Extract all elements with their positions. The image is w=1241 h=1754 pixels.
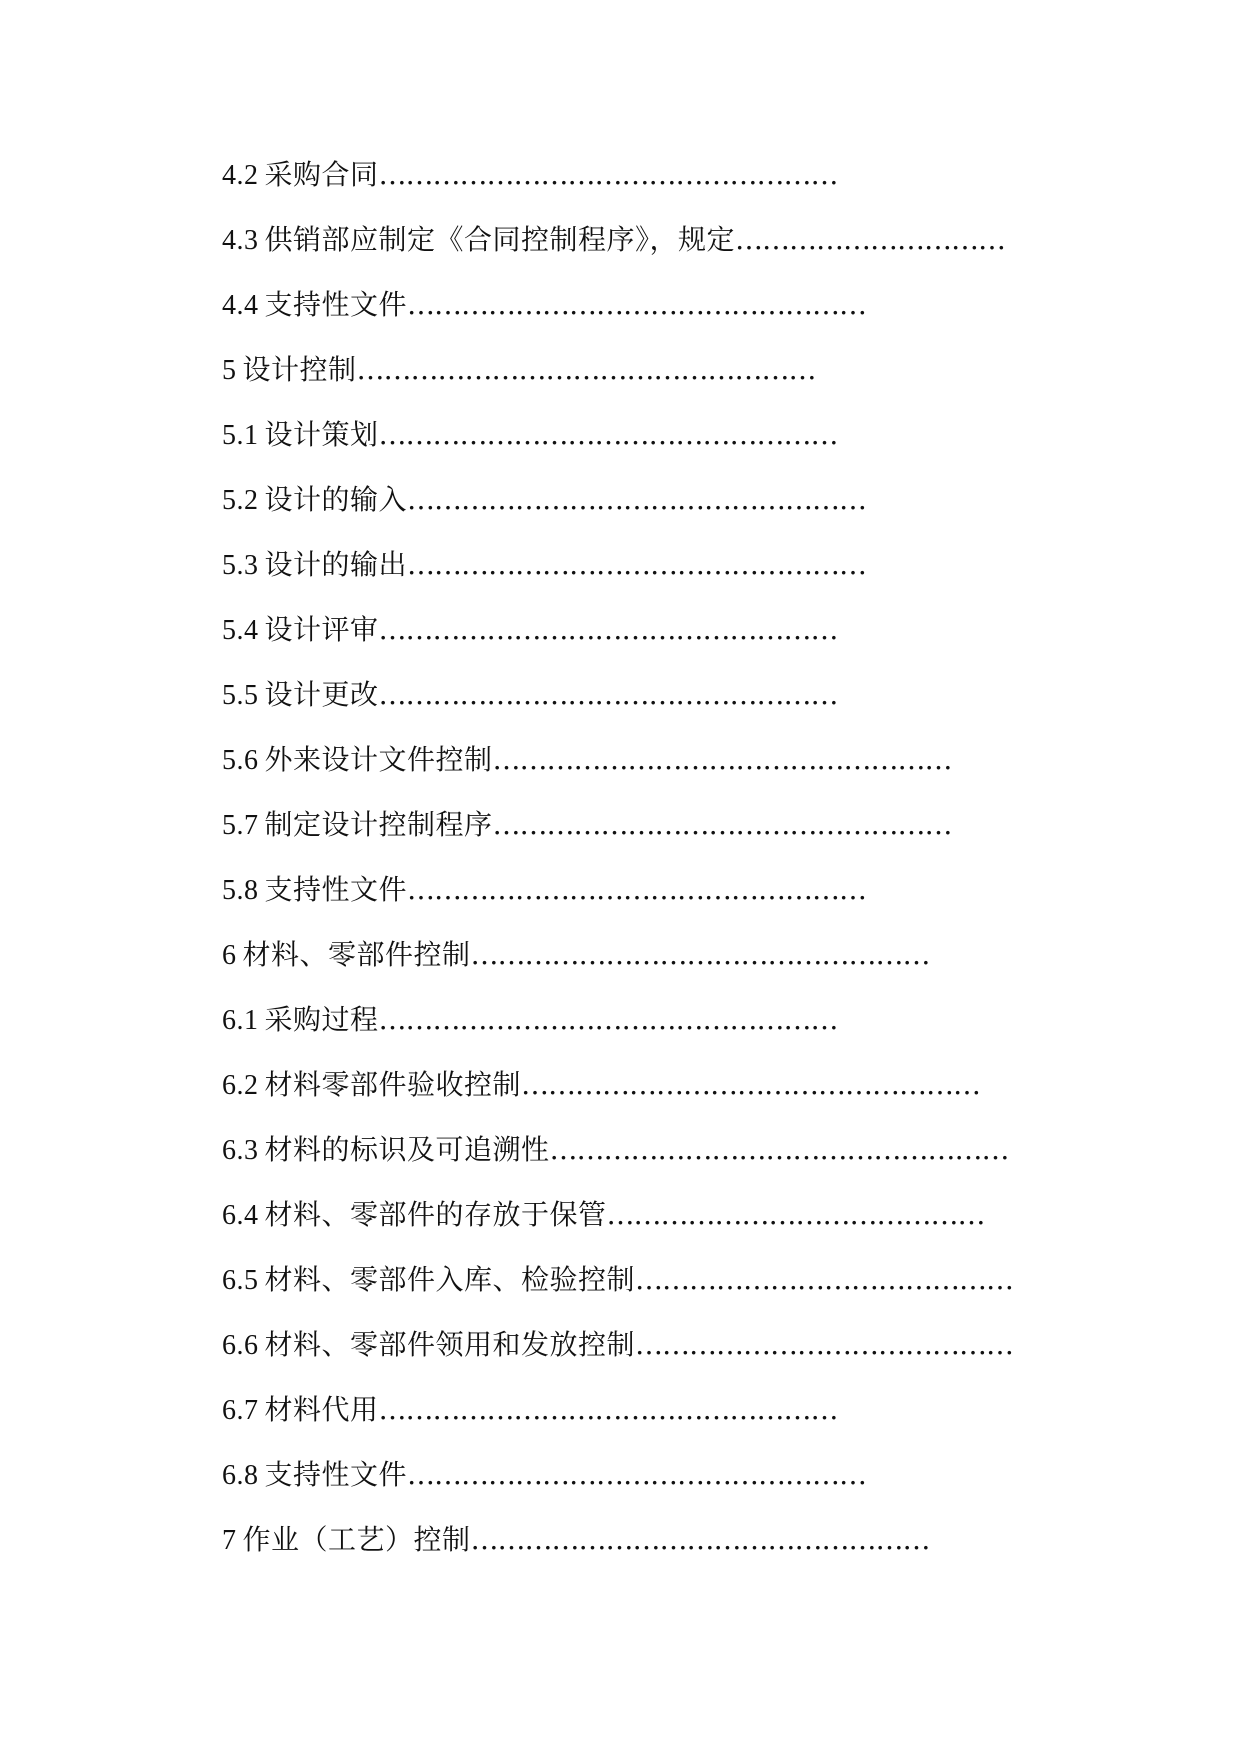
toc-entry-number: 6.8 [222, 1460, 259, 1491]
toc-entry-leader: …………………………………… [635, 1263, 1014, 1296]
toc-entry-title: 支持性文件 [264, 288, 408, 321]
toc-entry-number: 7 [222, 1525, 237, 1556]
toc-entry-leader: …………………………………… [635, 1328, 1014, 1361]
toc-entry-7 [222, 1523, 1182, 1588]
toc-entry-5-7 [222, 808, 1182, 873]
toc-entry-leader: …………………………………………… [378, 1393, 838, 1426]
toc-entry-5-8 [222, 873, 1182, 938]
toc-entry-5 [222, 353, 1182, 418]
toc-entry-6-7 [222, 1393, 1182, 1458]
toc-entry-number: 5.6 [222, 745, 259, 776]
toc-entry-number: 5.4 [222, 615, 259, 646]
toc-entry-leader: …………………………………………… [407, 548, 867, 581]
toc-entry-title: 制定设计控制程序 [264, 808, 493, 841]
toc-entry-title: 材料的标识及可追溯性 [264, 1133, 550, 1166]
toc-entry-leader: …………………………………………… [407, 873, 867, 906]
toc-entry-5-5 [222, 678, 1182, 743]
toc-entry-4-3 [222, 223, 1182, 288]
toc-entry-leader: ………………………… [735, 223, 1006, 256]
toc-entry-number: 6.6 [222, 1330, 259, 1361]
toc-entry-title: 采购过程 [264, 1003, 379, 1036]
toc-entry-title: 设计的输出 [264, 548, 408, 581]
toc-entry-number: 6 [222, 940, 237, 971]
toc-entry-leader: …………………………………………… [356, 353, 816, 386]
toc-entry-number: 5.8 [222, 875, 259, 906]
toc-entry-6-4 [222, 1198, 1182, 1263]
toc-entry-leader: …………………………………………… [549, 1133, 1009, 1166]
toc-entry-title: 设计更改 [264, 678, 379, 711]
toc-entry-number: 5.3 [222, 550, 259, 581]
toc-entry-6-5 [222, 1263, 1182, 1328]
toc-entry-leader: …………………………………………… [407, 288, 867, 321]
toc-entry-number: 6.2 [222, 1070, 259, 1101]
toc-entry-title: 设计评审 [264, 613, 379, 646]
toc-entry-leader: …………………………………………… [378, 158, 838, 191]
toc-entry-title: 材料代用 [264, 1393, 379, 1426]
toc-entry-leader: …………………………………………… [492, 808, 952, 841]
toc-entry-title: 外来设计文件控制 [264, 743, 493, 776]
toc-entry-number: 6.1 [222, 1005, 259, 1036]
toc-entry-number: 4.2 [222, 160, 259, 191]
toc-entry-leader: …………………………………………… [378, 678, 838, 711]
toc-entry-6-2 [222, 1068, 1182, 1133]
toc-entry-title: 支持性文件 [264, 873, 408, 906]
toc-entry-4-4 [222, 288, 1182, 353]
toc-entry-title: 设计策划 [264, 418, 379, 451]
toc-entry-leader: …………………………………………… [378, 613, 838, 646]
toc-entry-number: 6.7 [222, 1395, 259, 1426]
toc-entry-title: 设计控制 [242, 353, 357, 386]
toc-entry-number: 4.3 [222, 225, 259, 256]
toc-entry-5-3 [222, 548, 1182, 613]
toc-entry-5-6 [222, 743, 1182, 808]
toc-entry-number: 4.4 [222, 290, 259, 321]
toc-entry-leader: …………………………………………… [492, 743, 952, 776]
toc-entry-title: 材料零部件验收控制 [264, 1068, 522, 1101]
toc-entry-leader: …………………………………………… [470, 1523, 930, 1556]
toc-entry-leader: …………………………………………… [521, 1068, 981, 1101]
toc-entry-leader: …………………………………………… [407, 1458, 867, 1491]
toc-entry-leader: …………………………………………… [407, 483, 867, 516]
toc-entry-leader: …………………………………………… [378, 1003, 838, 1036]
toc-entry-title: 采购合同 [264, 158, 379, 191]
toc-entry-title: 支持性文件 [264, 1458, 408, 1491]
toc-entry-5-4 [222, 613, 1182, 678]
toc-entry-5-1 [222, 418, 1182, 483]
toc-entry-6-8 [222, 1458, 1182, 1523]
table-of-contents [222, 158, 1182, 1588]
toc-entry-number: 5.5 [222, 680, 259, 711]
toc-entry-6 [222, 938, 1182, 1003]
toc-entry-title: 设计的输入 [264, 483, 408, 516]
toc-entry-5-2 [222, 483, 1182, 548]
toc-entry-leader: …………………………………………… [378, 418, 838, 451]
toc-entry-number: 5.7 [222, 810, 259, 841]
toc-entry-leader: …………………………………………… [470, 938, 930, 971]
toc-entry-6-1 [222, 1003, 1182, 1068]
toc-entry-number: 6.3 [222, 1135, 259, 1166]
toc-entry-title: 供销部应制定《合同控制程序》，规定 [264, 223, 736, 256]
toc-entry-leader: …………………………………… [606, 1198, 985, 1231]
toc-entry-number: 5.2 [222, 485, 259, 516]
toc-entry-title: 材料、零部件的存放于保管 [264, 1198, 607, 1231]
toc-entry-title: 材料、零部件控制 [242, 938, 471, 971]
toc-entry-number: 6.4 [222, 1200, 259, 1231]
toc-entry-6-3 [222, 1133, 1182, 1198]
toc-entry-title: 材料、零部件入库、检验控制 [264, 1263, 636, 1296]
toc-entry-number: 6.5 [222, 1265, 259, 1296]
toc-entry-number: 5 [222, 355, 237, 386]
toc-entry-4-2 [222, 158, 1182, 223]
toc-entry-number: 5.1 [222, 420, 259, 451]
toc-entry-6-6 [222, 1328, 1182, 1393]
toc-entry-title: 作业（工艺）控制 [242, 1523, 471, 1556]
toc-entry-title: 材料、零部件领用和发放控制 [264, 1328, 636, 1361]
